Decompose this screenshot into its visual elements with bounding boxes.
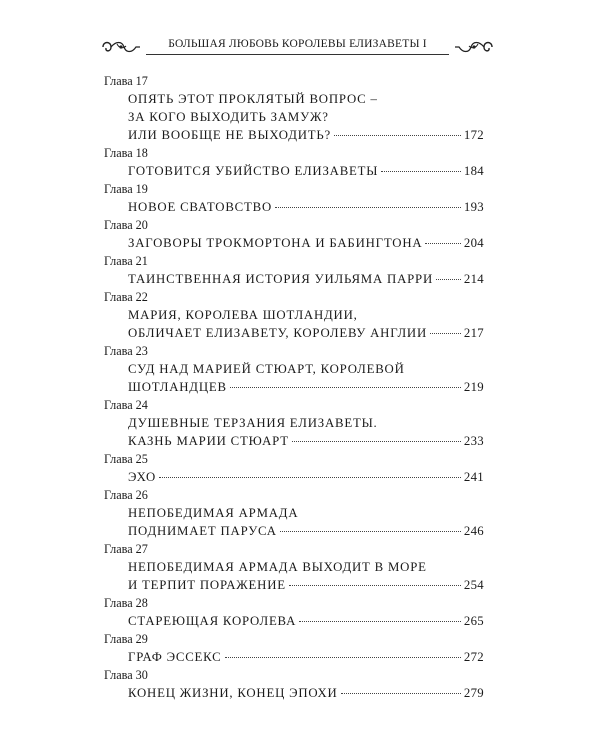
page-number: 241 [463, 470, 484, 484]
chapter-title-line: ГОТОВИТСЯ УБИЙСТВО ЕЛИЗАВЕТЫ [128, 164, 379, 178]
chapter-title-final-line [104, 162, 484, 180]
toc-entry [104, 73, 484, 144]
page-number: 233 [463, 434, 484, 448]
toc-entry [104, 451, 484, 486]
page-number: 172 [463, 128, 484, 142]
chapter-title-line: НЕПОБЕДИМАЯ АРМАДА [128, 506, 299, 520]
toc-entry [104, 541, 484, 594]
chapter-title-line: ИЛИ ВООБЩЕ НЕ ВЫХОДИТЬ? [128, 128, 332, 142]
chapter-title-line: ШОТЛАНДЦЕВ [128, 380, 227, 394]
toc-entry [104, 289, 484, 342]
dot-leader [341, 693, 461, 694]
toc-entry [104, 343, 484, 396]
dot-leader [334, 135, 461, 136]
dot-leader [159, 477, 461, 478]
toc-entry [104, 181, 484, 216]
toc-entry [104, 217, 484, 252]
table-of-contents [104, 73, 484, 703]
page-number: 217 [463, 326, 484, 340]
dot-leader [292, 441, 461, 442]
chapter-title-line: СУД НАД МАРИЕЙ СТЮАРТ, КОРОЛЕВОЙ [128, 362, 405, 376]
chapter-title-final-line [104, 234, 484, 252]
chapter-number: Глава 27 [104, 542, 148, 556]
toc-entry [104, 487, 484, 540]
page-number: 254 [463, 578, 484, 592]
toc-entry [104, 595, 484, 630]
chapter-title-line: СТАРЕЮЩАЯ КОРОЛЕВА [128, 614, 297, 628]
dot-leader [436, 279, 461, 280]
page-number: 246 [463, 524, 484, 538]
page-number: 184 [463, 164, 484, 178]
chapter-title-line: ПОДНИМАЕТ ПАРУСА [128, 524, 277, 538]
chapter-title-final-line [104, 522, 484, 540]
chapter-title-line: КАЗНЬ МАРИИ СТЮАРТ [128, 434, 289, 448]
dot-leader [425, 243, 460, 244]
chapter-number: Глава 26 [104, 488, 148, 502]
toc-entry [104, 631, 484, 666]
page-number: 219 [463, 380, 484, 394]
chapter-title-line: И ТЕРПИТ ПОРАЖЕНИЕ [128, 578, 286, 592]
chapter-title-line: ОБЛИЧАЕТ ЕЛИЗАВЕТУ, КОРОЛЕВУ АНГЛИИ [128, 326, 428, 340]
chapter-title-line: КОНЕЦ ЖИЗНИ, КОНЕЦ ЭПОХИ [128, 686, 338, 700]
chapter-number: Глава 29 [104, 632, 148, 646]
chapter-title-line: МАРИЯ, КОРОЛЕВА ШОТЛАНДИИ, [128, 308, 358, 322]
ornament-left-icon [100, 37, 142, 57]
dot-leader [289, 585, 461, 586]
header-rule [146, 54, 449, 55]
dot-leader [430, 333, 461, 334]
toc-entry [104, 253, 484, 288]
page-number: 214 [463, 272, 484, 286]
chapter-number: Глава 19 [104, 182, 148, 196]
chapter-title-final-line [104, 126, 484, 144]
chapter-title-final-line [104, 648, 484, 666]
chapter-title-final-line [104, 684, 484, 702]
ornament-right-icon [453, 37, 495, 57]
chapter-number: Глава 23 [104, 344, 148, 358]
running-header [100, 36, 495, 60]
chapter-title-line: ЭХО [128, 470, 157, 484]
chapter-number: Глава 28 [104, 596, 148, 610]
running-title: БОЛЬШАЯ ЛЮБОВЬ КОРОЛЕВЫ ЕЛИЗАВЕТЫ I [168, 38, 427, 50]
page-number: 193 [463, 200, 484, 214]
dot-leader [275, 207, 461, 208]
chapter-number: Глава 20 [104, 218, 148, 232]
chapter-title-line: НЕПОБЕДИМАЯ АРМАДА ВЫХОДИТ В МОРЕ [128, 560, 427, 574]
chapter-title-final-line [104, 198, 484, 216]
toc-entry [104, 397, 484, 450]
chapter-title-final-line [104, 612, 484, 630]
chapter-title-final-line [104, 468, 484, 486]
toc-entry [104, 667, 484, 702]
chapter-title-line: НОВОЕ СВАТОВСТВО [128, 200, 273, 214]
dot-leader [225, 657, 461, 658]
dot-leader [299, 621, 461, 622]
chapter-number: Глава 17 [104, 74, 148, 88]
chapter-number: Глава 25 [104, 452, 148, 466]
chapter-title-final-line [104, 378, 484, 396]
chapter-title-line: ОПЯТЬ ЭТОТ ПРОКЛЯТЫЙ ВОПРОС – [128, 92, 378, 106]
chapter-title-line: ГРАФ ЭССЕКС [128, 650, 222, 664]
page-number: 265 [463, 614, 484, 628]
chapter-title-final-line [104, 432, 484, 450]
chapter-title-final-line [104, 270, 484, 288]
chapter-number: Глава 30 [104, 668, 148, 682]
dot-leader [381, 171, 461, 172]
dot-leader [280, 531, 461, 532]
chapter-title-final-line [104, 324, 484, 342]
chapter-number: Глава 18 [104, 146, 148, 160]
chapter-title-final-line [104, 576, 484, 594]
chapter-title-line: ТАИНСТВЕННАЯ ИСТОРИЯ УИЛЬЯМА ПАРРИ [128, 272, 433, 286]
page-number: 204 [463, 236, 484, 250]
page-number: 272 [463, 650, 484, 664]
toc-entry [104, 145, 484, 180]
chapter-number: Глава 22 [104, 290, 148, 304]
chapter-title-line: ЗАГОВОРЫ ТРОКМОРТОНА И БАБИНГТОНА [128, 236, 423, 250]
page-number: 279 [463, 686, 484, 700]
chapter-number: Глава 24 [104, 398, 148, 412]
chapter-number: Глава 21 [104, 254, 148, 268]
chapter-title-line: ЗА КОГО ВЫХОДИТЬ ЗАМУЖ? [128, 110, 329, 124]
chapter-title-line: ДУШЕВНЫЕ ТЕРЗАНИЯ ЕЛИЗАВЕТЫ. [128, 416, 378, 430]
dot-leader [230, 387, 461, 388]
